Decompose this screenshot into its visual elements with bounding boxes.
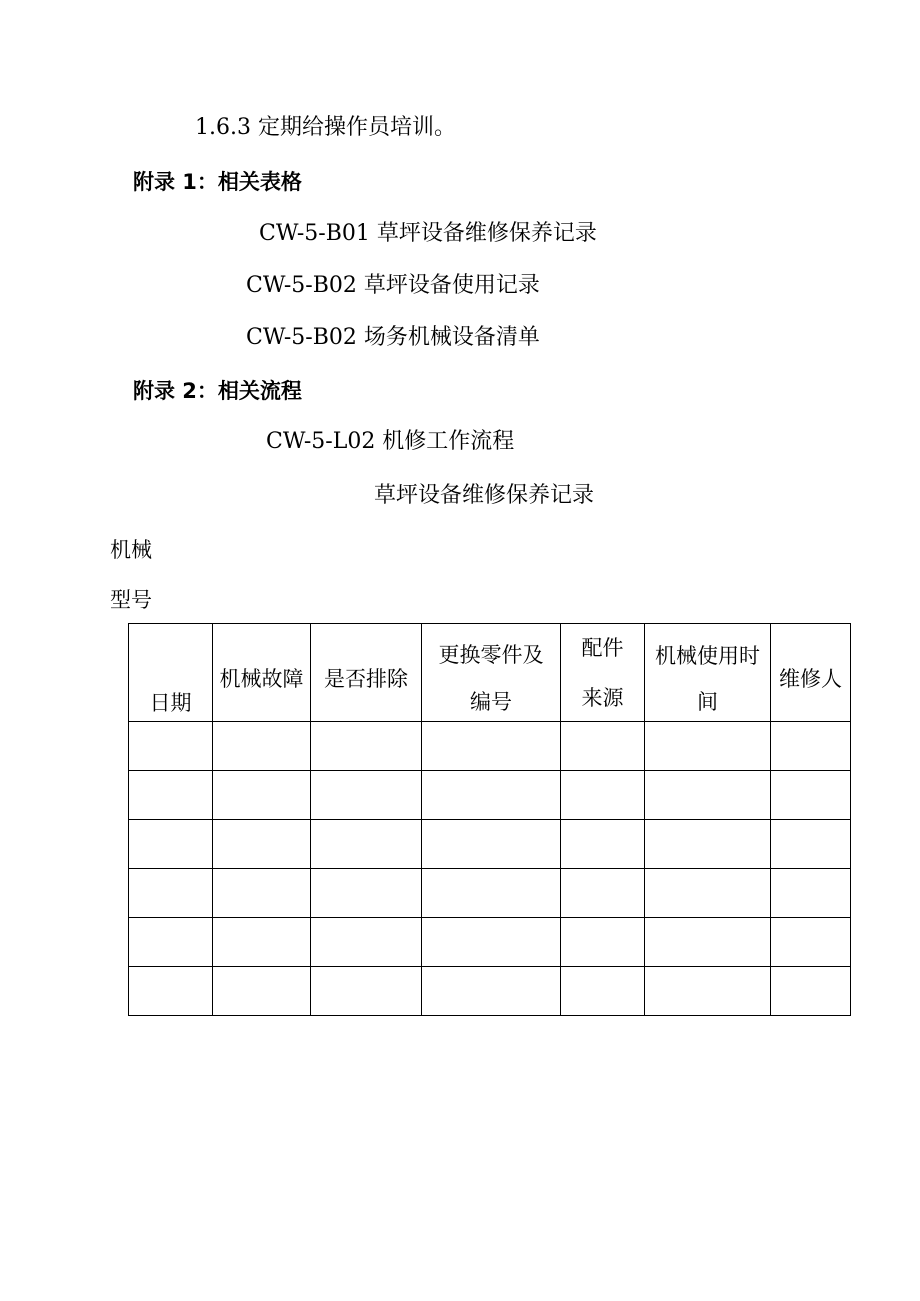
- table-row: [129, 869, 851, 918]
- table-cell[interactable]: [771, 771, 851, 820]
- table-cell[interactable]: [645, 722, 771, 771]
- table-cell[interactable]: [129, 722, 213, 771]
- header-eliminated-label: 是否排除: [324, 667, 408, 691]
- table-cell[interactable]: [771, 722, 851, 771]
- header-repairer-label: 维修人: [779, 667, 842, 691]
- table-cell[interactable]: [129, 869, 213, 918]
- table-cell[interactable]: [645, 820, 771, 869]
- appendix-2-item: CW-5-L02 机修工作流程: [266, 429, 515, 454]
- table-cell[interactable]: [561, 967, 645, 1016]
- header-parts-label-line2: 编号: [470, 690, 512, 714]
- header-date: [129, 624, 213, 722]
- table-cell[interactable]: [645, 869, 771, 918]
- table-cell[interactable]: [129, 771, 213, 820]
- table-row: [129, 967, 851, 1016]
- table-cell[interactable]: [645, 967, 771, 1016]
- appendix-1-heading: 附录 1：相关表格: [133, 170, 302, 194]
- header-usage-label-line2: 间: [697, 690, 718, 714]
- table-row: [129, 722, 851, 771]
- table-cell[interactable]: [422, 967, 561, 1016]
- appendix-1-item: CW-5-B02 草坪设备使用记录: [246, 273, 540, 298]
- table-cell[interactable]: [129, 918, 213, 967]
- table-cell[interactable]: [422, 771, 561, 820]
- machine-label: 机械: [110, 538, 152, 562]
- header-usage-label-line1: 机械使用时: [655, 644, 760, 668]
- table-cell[interactable]: [561, 771, 645, 820]
- table-cell[interactable]: [771, 869, 851, 918]
- table-header-row: [129, 624, 851, 722]
- table-cell[interactable]: [213, 771, 311, 820]
- header-source: [561, 624, 645, 722]
- header-source-label-line1: 配件: [581, 636, 624, 660]
- header-usage-time: [645, 624, 771, 722]
- table-row: [129, 918, 851, 967]
- header-source-label-line2: 来源: [581, 686, 624, 710]
- table-cell[interactable]: [311, 918, 422, 967]
- table-cell[interactable]: [311, 722, 422, 771]
- table-cell[interactable]: [213, 869, 311, 918]
- maintenance-record-table: [128, 623, 851, 1016]
- table-cell[interactable]: [129, 820, 213, 869]
- section-item-1-6-3: 1.6.3 定期给操作员培训。: [195, 115, 456, 140]
- table-cell[interactable]: [422, 722, 561, 771]
- header-parts: [422, 624, 561, 722]
- header-fault-label: 机械故障: [219, 667, 304, 691]
- table-cell[interactable]: [771, 967, 851, 1016]
- table-cell[interactable]: [561, 820, 645, 869]
- table-cell[interactable]: [771, 820, 851, 869]
- table-cell[interactable]: [311, 820, 422, 869]
- table-cell[interactable]: [311, 869, 422, 918]
- header-repairer: [771, 624, 851, 722]
- model-label: 型号: [110, 588, 152, 612]
- table-cell[interactable]: [645, 918, 771, 967]
- table-cell[interactable]: [213, 820, 311, 869]
- table-cell[interactable]: [129, 967, 213, 1016]
- table-cell[interactable]: [561, 722, 645, 771]
- table-row: [129, 771, 851, 820]
- table-cell[interactable]: [645, 771, 771, 820]
- table-cell[interactable]: [213, 967, 311, 1016]
- appendix-2-heading: 附录 2：相关流程: [133, 379, 302, 403]
- table-cell[interactable]: [422, 918, 561, 967]
- header-fault: [213, 624, 311, 722]
- table-cell[interactable]: [561, 869, 645, 918]
- header-eliminated: [311, 624, 422, 722]
- table-cell[interactable]: [213, 722, 311, 771]
- table-row: [129, 820, 851, 869]
- header-date-label: 日期: [149, 691, 192, 715]
- table-cell[interactable]: [311, 967, 422, 1016]
- form-title: 草坪设备维修保养记录: [374, 483, 595, 508]
- appendix-1-item: CW-5-B02 场务机械设备清单: [246, 325, 540, 350]
- table-cell[interactable]: [213, 918, 311, 967]
- table-cell[interactable]: [311, 771, 422, 820]
- header-parts-label-line1: 更换零件及: [438, 643, 544, 667]
- table-cell[interactable]: [422, 820, 561, 869]
- table-cell[interactable]: [422, 869, 561, 918]
- table-cell[interactable]: [771, 918, 851, 967]
- appendix-1-item: CW-5-B01 草坪设备维修保养记录: [259, 221, 597, 246]
- table-cell[interactable]: [561, 918, 645, 967]
